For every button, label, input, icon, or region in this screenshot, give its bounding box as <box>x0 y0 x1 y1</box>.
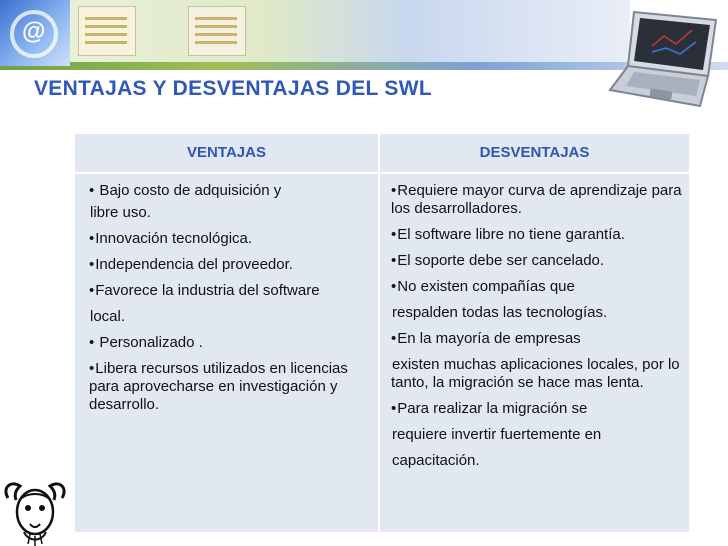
header-gradient-strip <box>70 0 630 62</box>
list-item: respalden todas las tecnologías. <box>392 304 608 321</box>
globe-at-logo-icon: @ <box>0 0 70 66</box>
list-item: •Favorece la industria del software <box>89 282 320 299</box>
list-item: •Innovación tecnológica. <box>89 230 253 247</box>
comparison-table <box>74 133 690 533</box>
list-item: •El soporte debe ser cancelado. <box>391 252 605 269</box>
list-item: •No existen compañías que <box>391 278 575 295</box>
ventajas-cell <box>89 182 373 418</box>
list-item: •Independencia del proveedor. <box>89 256 293 273</box>
header-ventajas: VENTAJAS <box>187 144 266 161</box>
slide-title: VENTAJAS Y DESVENTAJAS DEL SWL <box>34 77 432 100</box>
document-thumbnail-icon <box>78 6 136 56</box>
list-item: libre uso. <box>90 204 151 221</box>
list-item: capacitación. <box>392 452 480 469</box>
list-item: •Libera recursos utilizados en licencias para aprovecharse en investigación y desarrollo. <box>89 360 348 413</box>
gnu-head-icon <box>0 476 70 546</box>
list-item: •Para realizar la migración se <box>391 400 588 417</box>
desventajas-cell <box>391 182 685 474</box>
document-thumbnail-icon <box>188 6 246 56</box>
list-item: •Requiere mayor curva de aprendizaje para los desarrolladores. <box>391 182 682 217</box>
list-item: •El software libre no tiene garantía. <box>391 226 625 243</box>
list-item: existen muchas aplicaciones locales, por lo tanto, la migración se hace mas lenta. <box>391 356 680 391</box>
list-item: • Personalizado . <box>89 334 203 351</box>
laptop-icon <box>604 6 722 118</box>
header-desventajas: DESVENTAJAS <box>479 144 590 161</box>
list-item: local. <box>90 308 126 325</box>
table-header-row <box>75 134 689 174</box>
list-item: requiere invertir fuertemente en <box>392 426 602 443</box>
list-item: •En la mayoría de empresas <box>391 330 581 347</box>
list-item: • Bajo costo de adquisición y <box>89 182 282 199</box>
column-divider <box>378 134 380 532</box>
